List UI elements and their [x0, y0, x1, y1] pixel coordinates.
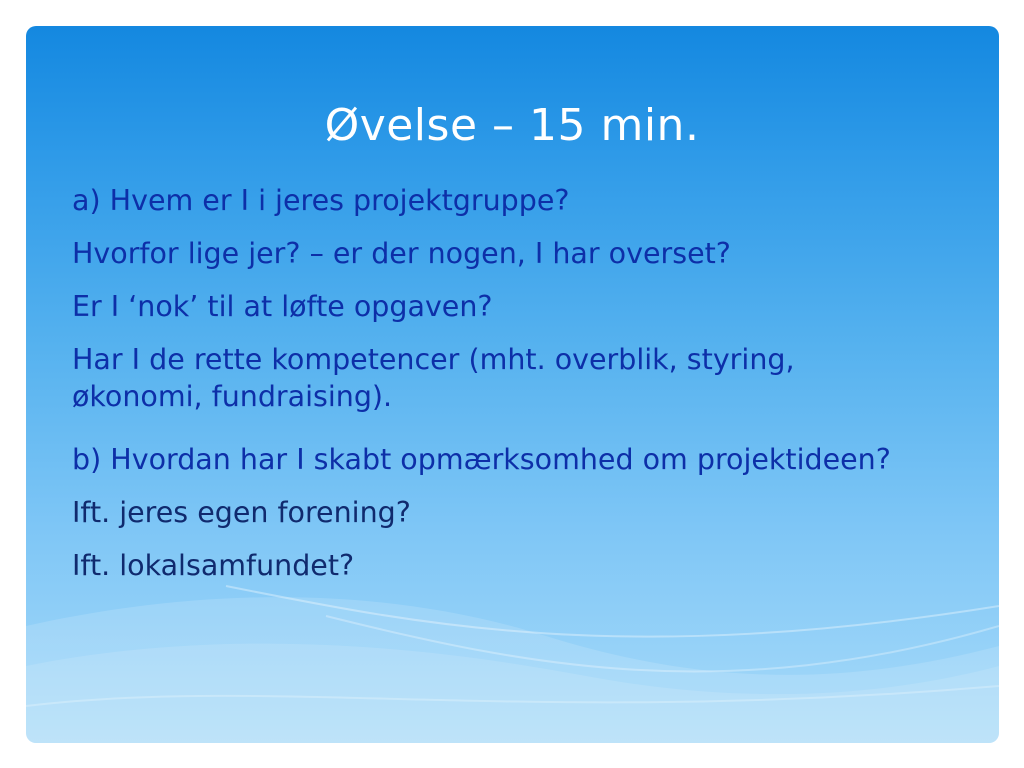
question-a-4: Har I de rette kompetencer (mht. overblik, styring, økonomi, fundraising). [72, 343, 795, 413]
question-a-1: a) Hvem er I i jeres projektgruppe? [72, 184, 570, 217]
question-a-3: Er I ‘nok’ til at løfte opgaven? [72, 290, 493, 323]
slide-title: Øvelse – 15 min. [324, 100, 700, 151]
question-b-3: Ift. lokalsamfundet? [72, 549, 355, 582]
slide-body [72, 182, 932, 584]
question-b-2: Ift. jeres egen forening? [72, 496, 411, 529]
question-a-2: Hvorfor lige jer? – er der nogen, I har overset? [72, 237, 731, 270]
question-b-1: b) Hvordan har I skabt opmærksomhed om projektideen? [72, 443, 891, 476]
